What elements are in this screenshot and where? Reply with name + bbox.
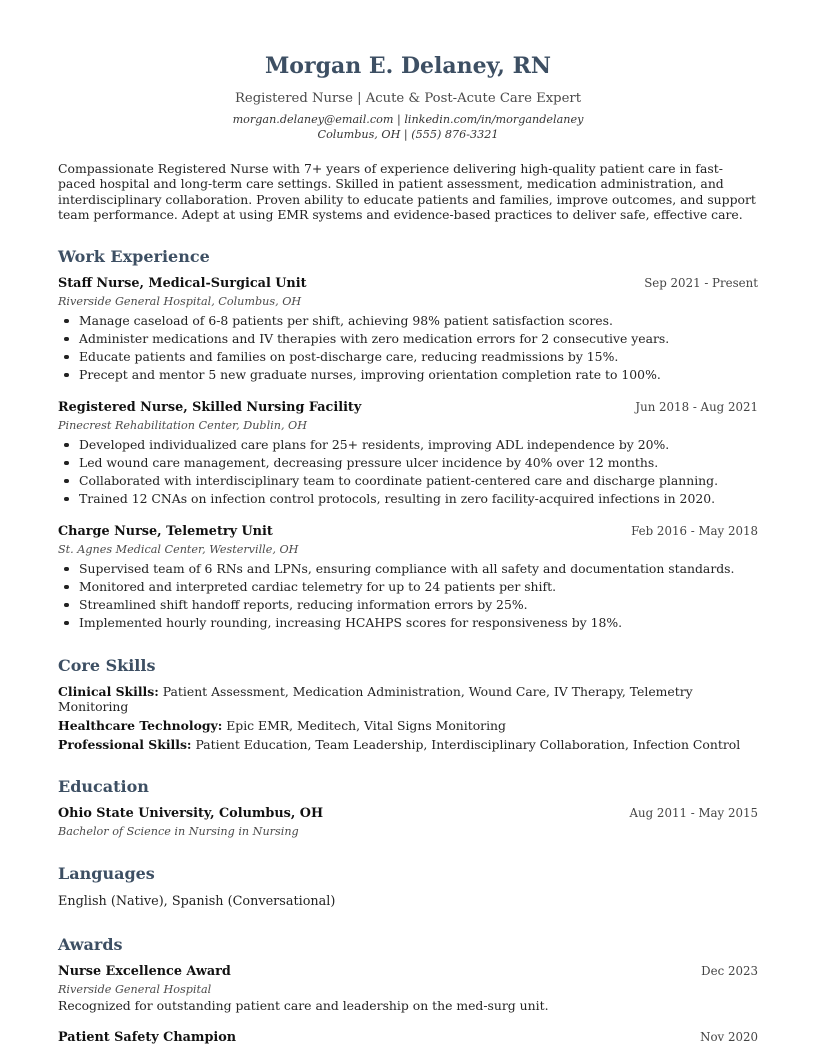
job-title: Staff Nurse, Medical-Surgical Unit [58,275,307,291]
job-title: Charge Nurse, Telemetry Unit [58,523,273,539]
job-bullet: Streamlined shift handoff reports, reducing information errors by 25%. [58,596,758,614]
resume-header [58,52,758,142]
candidate-name: Morgan E. Delaney, RN [264,53,552,79]
job-bullet: Administer medications and IV therapies with zero medication errors for 2 consecutive years. [58,330,758,348]
award-entry [58,1029,758,1046]
job-employer: Riverside General Hospital, Columbus, OH [58,294,302,308]
contact-location-phone: Columbus, OH | (555) 876-3321 [317,128,499,141]
award-title: Nurse Excellence Award [58,963,231,979]
skill-group-technology [58,718,758,734]
award-issuer: Riverside General Hospital [58,982,212,996]
skill-group-professional [58,737,758,753]
contact-email-linkedin: morgan.delaney@email.com | linkedin.com/in/morgandelaney [232,113,584,126]
skill-group-value: Patient Education, Team Leadership, Interdisciplinary Collaboration, Infection Control [195,737,741,753]
job-entry [58,523,758,632]
professional-subtitle: Registered Nurse | Acute & Post-Acute Care Expert [234,91,582,106]
professional-summary: Compassionate Registered Nurse with 7+ years of experience delivering high-quality patient care in fast-paced hospital and long-term care settings. Skilled in patient assessment, medication administration, and interdisciplinary collaboration. Proven ability to educate patients and families, improve outcomes, and support team performance. Adept at using EMR systems and evidence-based practices to deliver safe, effective care. [58,161,756,223]
job-dates: Feb 2016 - May 2018 [631,523,758,538]
job-dates: Jun 2018 - Aug 2021 [635,399,758,414]
education-dates: Aug 2011 - May 2015 [629,805,758,820]
job-bullet: Led wound care management, decreasing pressure ulcer incidence by 40% over 12 months. [58,454,758,472]
section-title-awards: Awards [58,934,123,954]
skill-group-value: Epic EMR, Meditech, Vital Signs Monitoring [226,718,506,734]
job-bullet: Educate patients and families on post-discharge care, reducing readmissions by 15%. [58,348,758,366]
job-bullet: Precept and mentor 5 new graduate nurses, improving orientation completion rate to 100%. [58,366,758,384]
section-title-education: Education [58,776,149,796]
job-bullet: Trained 12 CNAs on infection control protocols, resulting in zero facility-acquired infections in 2020. [58,490,758,508]
job-bullet-list [58,436,758,508]
job-employer: St. Agnes Medical Center, Westerville, OH [58,542,299,556]
degree: Bachelor of Science in Nursing in Nursing [58,824,299,838]
award-date: Nov 2020 [700,1029,758,1044]
award-description: Recognized for outstanding patient care and leadership on the med-surg unit. [58,997,549,1013]
job-bullet-list [58,312,758,384]
section-title-languages: Languages [58,863,155,883]
languages-text: English (Native), Spanish (Conversational) [58,893,336,909]
job-entry [58,399,758,508]
award-date: Dec 2023 [701,963,758,978]
job-bullet-list [58,560,758,632]
skill-group-label: Professional Skills: [58,737,192,753]
job-bullet: Manage caseload of 6-8 patients per shift, achieving 98% patient satisfaction scores. [58,312,758,330]
skill-group-value: Patient Assessment, Medication Administration, Wound Care, IV Therapy, Telemetry Monitoring [58,683,693,715]
job-title: Registered Nurse, Skilled Nursing Facility [58,399,362,415]
award-entry [58,963,758,1014]
job-bullet: Implemented hourly rounding, increasing HCAHPS scores for responsiveness by 18%. [58,614,758,632]
job-bullet: Developed individualized care plans for 25+ residents, improving ADL independence by 20%. [58,436,758,454]
skill-group-label: Clinical Skills: [58,683,159,699]
job-dates: Sep 2021 - Present [644,275,758,290]
skills-block [58,684,758,753]
education-entry [58,805,758,840]
section-title-work-experience: Work Experience [58,246,210,266]
skill-group-clinical [58,684,758,715]
job-bullet: Supervised team of 6 RNs and LPNs, ensuring compliance with all safety and documentation standards. [58,560,758,578]
skill-group-label: Healthcare Technology: [58,718,223,734]
job-entry [58,275,758,384]
school-name: Ohio State University, Columbus, OH [58,805,324,821]
job-bullet: Collaborated with interdisciplinary team to coordinate patient-centered care and discharge planning. [58,472,758,490]
award-title: Patient Safety Champion [58,1029,237,1045]
section-title-core-skills: Core Skills [58,655,156,675]
job-bullet: Monitored and interpreted cardiac telemetry for up to 24 patients per shift. [58,578,758,596]
job-employer: Pinecrest Rehabilitation Center, Dublin, OH [58,418,307,432]
